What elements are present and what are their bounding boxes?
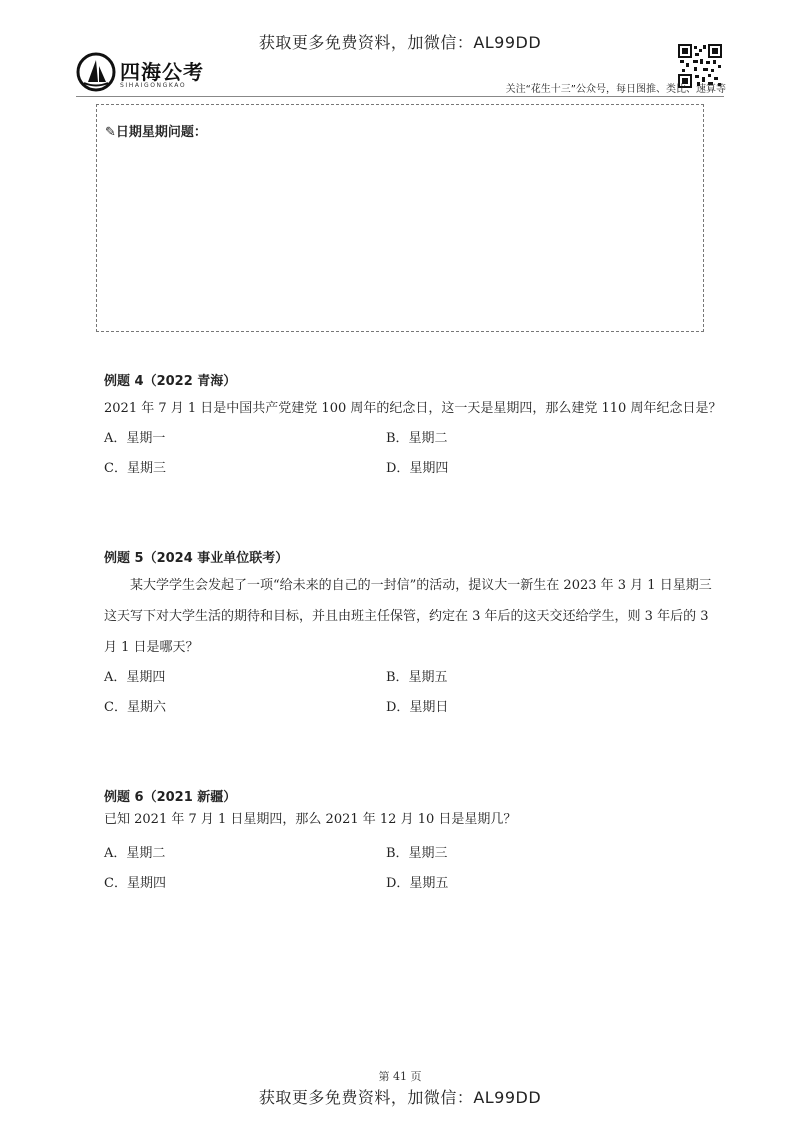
option-c: C．星期三 xyxy=(104,461,166,476)
option-d: D．星期日 xyxy=(386,700,449,715)
header-slogan: 关注“花生十三”公众号，每日图推、类比、速算等 xyxy=(505,84,726,95)
question-title: 例题 6（2021 新疆） xyxy=(104,790,237,805)
options xyxy=(104,663,724,723)
note-title: ✎日期星期问题： xyxy=(105,125,207,140)
option-a: A．星期四 xyxy=(104,670,166,685)
options xyxy=(104,424,724,484)
question-stem: 已知 2021 年 7 月 1 日星期四，那么 2021 年 12 月 10 日是星期几？ xyxy=(104,812,517,827)
promo-banner-top: 获取更多免费资料，加微信：AL99DD xyxy=(258,33,542,52)
question-title: 例题 5（2024 事业单位联考） xyxy=(104,551,289,566)
question-title: 例题 4（2022 青海） xyxy=(104,374,237,389)
page-number: 第 41 页 xyxy=(378,1070,422,1083)
question-stem: 2021 年 7 月 1 日是中国共产党建党 100 周年的纪念日，这一天是星期四，那么建党 110 周年纪念日是？ xyxy=(104,401,722,416)
sail-logo-icon xyxy=(76,52,116,92)
options xyxy=(104,839,724,899)
option-c: C．星期六 xyxy=(104,700,166,715)
option-a: A．星期二 xyxy=(104,846,166,861)
question-5 xyxy=(104,548,724,723)
promo-banner-bottom: 获取更多免费资料，加微信：AL99DD xyxy=(258,1088,542,1107)
question-6 xyxy=(104,787,724,899)
option-d: D．星期四 xyxy=(386,461,449,476)
option-b: B．星期五 xyxy=(386,670,448,685)
option-a: A．星期一 xyxy=(104,431,166,446)
question-4 xyxy=(104,371,724,484)
logo-subtext: SIHAIGONGKAO xyxy=(120,82,187,89)
option-b: B．星期二 xyxy=(386,431,448,446)
header-divider xyxy=(76,96,724,97)
question-stem: 某大学学生会发起了一项“给未来的自己的一封信”的活动，提议大一新生在 2023 年 3 月 1 日星期三这天写下对大学生活的期待和目标，并且由班主任保管，约定在 3 年后的这天交还给学生，则 3 年后的 3 月 1 日是哪天？ xyxy=(104,578,712,655)
option-b: B．星期三 xyxy=(386,846,448,861)
note-box xyxy=(96,104,704,332)
option-c: C．星期四 xyxy=(104,876,166,891)
logo-text: 四海公考 xyxy=(120,60,204,84)
option-d: D．星期五 xyxy=(386,876,449,891)
logo xyxy=(76,52,236,96)
